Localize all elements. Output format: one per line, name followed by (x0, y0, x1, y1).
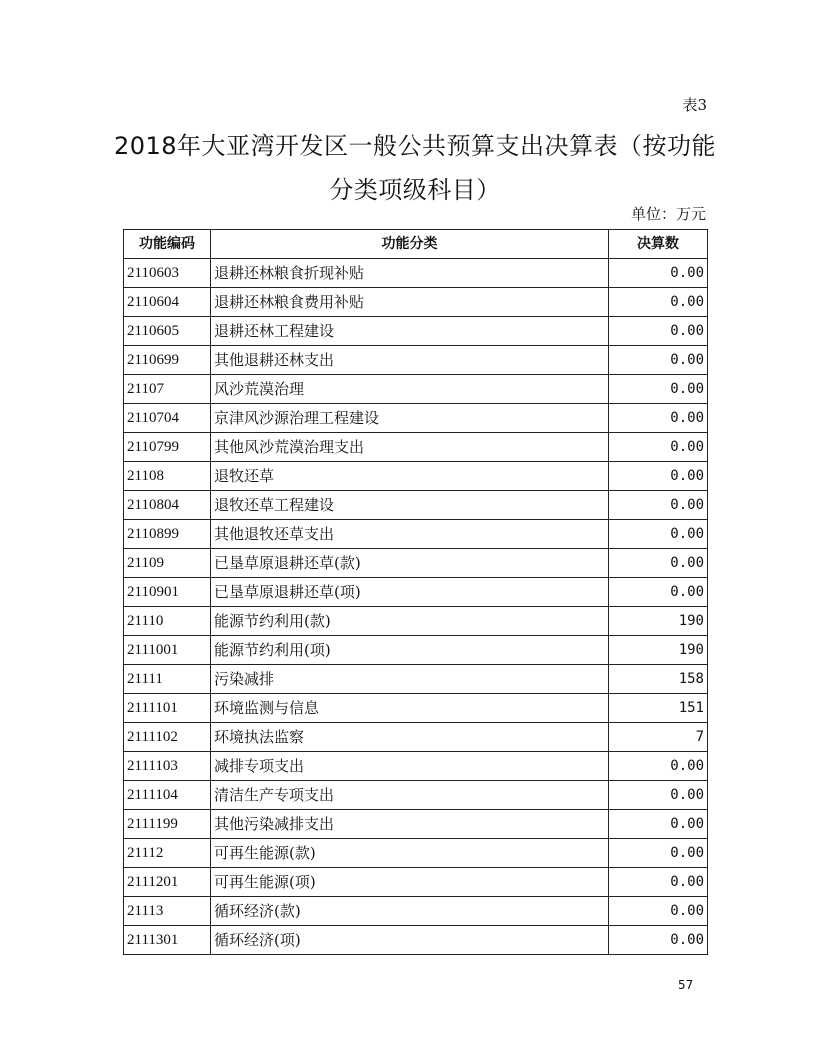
code-cell: 2111102 (124, 723, 211, 752)
table-row (124, 810, 708, 839)
amount-cell: 0.00 (609, 578, 708, 607)
table-row (124, 491, 708, 520)
amount-cell: 0.00 (609, 375, 708, 404)
column-header-amount: 决算数 (609, 230, 708, 259)
table-row (124, 926, 708, 955)
code-cell: 2111103 (124, 752, 211, 781)
table-row (124, 259, 708, 288)
table-body (124, 259, 708, 955)
code-cell: 2110899 (124, 520, 211, 549)
table-row (124, 346, 708, 375)
category-cell: 循环经济(款) (211, 897, 609, 926)
table-header-row (124, 230, 708, 259)
table-row (124, 317, 708, 346)
table-row (124, 839, 708, 868)
category-cell: 其他风沙荒漠治理支出 (211, 433, 609, 462)
category-cell: 循环经济(项) (211, 926, 609, 955)
code-cell: 21108 (124, 462, 211, 491)
category-cell: 环境执法监察 (211, 723, 609, 752)
table-row (124, 752, 708, 781)
amount-cell: 0.00 (609, 346, 708, 375)
table-row (124, 288, 708, 317)
table-row (124, 607, 708, 636)
budget-table (123, 229, 708, 955)
table-row (124, 636, 708, 665)
amount-cell: 0.00 (609, 462, 708, 491)
amount-cell: 0.00 (609, 781, 708, 810)
category-cell: 能源节约利用(款) (211, 607, 609, 636)
code-cell: 2111199 (124, 810, 211, 839)
code-cell: 2111104 (124, 781, 211, 810)
table-row (124, 433, 708, 462)
amount-cell: 0.00 (609, 810, 708, 839)
amount-cell: 0.00 (609, 752, 708, 781)
category-cell: 可再生能源(款) (211, 839, 609, 868)
amount-cell: 0.00 (609, 926, 708, 955)
category-cell: 退耕还林工程建设 (211, 317, 609, 346)
amount-cell: 7 (609, 723, 708, 752)
category-cell: 已垦草原退耕还草(款) (211, 549, 609, 578)
category-cell: 环境监测与信息 (211, 694, 609, 723)
code-cell: 2110704 (124, 404, 211, 433)
table-row (124, 578, 708, 607)
code-cell: 2110604 (124, 288, 211, 317)
table-row (124, 694, 708, 723)
table-row (124, 723, 708, 752)
category-cell: 其他退牧还草支出 (211, 520, 609, 549)
amount-cell: 190 (609, 636, 708, 665)
table-row (124, 462, 708, 491)
page-number: 57 (678, 978, 694, 992)
category-cell: 能源节约利用(项) (211, 636, 609, 665)
code-cell: 2110699 (124, 346, 211, 375)
code-cell: 2110603 (124, 259, 211, 288)
table-row (124, 549, 708, 578)
table-row (124, 520, 708, 549)
table-row (124, 404, 708, 433)
category-cell: 已垦草原退耕还草(项) (211, 578, 609, 607)
code-cell: 2111101 (124, 694, 211, 723)
amount-cell: 0.00 (609, 549, 708, 578)
amount-cell: 0.00 (609, 317, 708, 346)
category-cell: 退牧还草工程建设 (211, 491, 609, 520)
category-cell: 退耕还林粮食折现补贴 (211, 259, 609, 288)
code-cell: 2110804 (124, 491, 211, 520)
code-cell: 2110901 (124, 578, 211, 607)
amount-cell: 0.00 (609, 897, 708, 926)
amount-cell: 0.00 (609, 491, 708, 520)
amount-cell: 0.00 (609, 839, 708, 868)
category-cell: 退耕还林粮食费用补贴 (211, 288, 609, 317)
table-number: 表3 (682, 96, 707, 114)
table-row (124, 665, 708, 694)
column-header-code: 功能编码 (124, 230, 211, 259)
category-cell: 减排专项支出 (211, 752, 609, 781)
category-cell: 京津风沙源治理工程建设 (211, 404, 609, 433)
code-cell: 21110 (124, 607, 211, 636)
code-cell: 2111201 (124, 868, 211, 897)
code-cell: 21109 (124, 549, 211, 578)
page-title: 2018年大亚湾开发区一般公共预算支出决算表（按功能分类项级科目） (113, 132, 717, 204)
amount-cell: 151 (609, 694, 708, 723)
table-row (124, 781, 708, 810)
code-cell: 21113 (124, 897, 211, 926)
category-cell: 其他污染减排支出 (211, 810, 609, 839)
code-cell: 2111301 (124, 926, 211, 955)
code-cell: 2110799 (124, 433, 211, 462)
table-row (124, 897, 708, 926)
amount-cell: 0.00 (609, 868, 708, 897)
amount-cell: 0.00 (609, 288, 708, 317)
category-cell: 清洁生产专项支出 (211, 781, 609, 810)
category-cell: 风沙荒漠治理 (211, 375, 609, 404)
amount-cell: 0.00 (609, 404, 708, 433)
code-cell: 21107 (124, 375, 211, 404)
table-row (124, 375, 708, 404)
code-cell: 2110605 (124, 317, 211, 346)
code-cell: 2111001 (124, 636, 211, 665)
column-header-category: 功能分类 (211, 230, 609, 259)
amount-cell: 0.00 (609, 259, 708, 288)
category-cell: 退牧还草 (211, 462, 609, 491)
code-cell: 21112 (124, 839, 211, 868)
code-cell: 21111 (124, 665, 211, 694)
amount-cell: 190 (609, 607, 708, 636)
amount-cell: 0.00 (609, 520, 708, 549)
table-row (124, 868, 708, 897)
amount-cell: 158 (609, 665, 708, 694)
category-cell: 可再生能源(项) (211, 868, 609, 897)
amount-cell: 0.00 (609, 433, 708, 462)
category-cell: 其他退耕还林支出 (211, 346, 609, 375)
unit-label: 单位：万元 (630, 205, 706, 223)
category-cell: 污染减排 (211, 665, 609, 694)
